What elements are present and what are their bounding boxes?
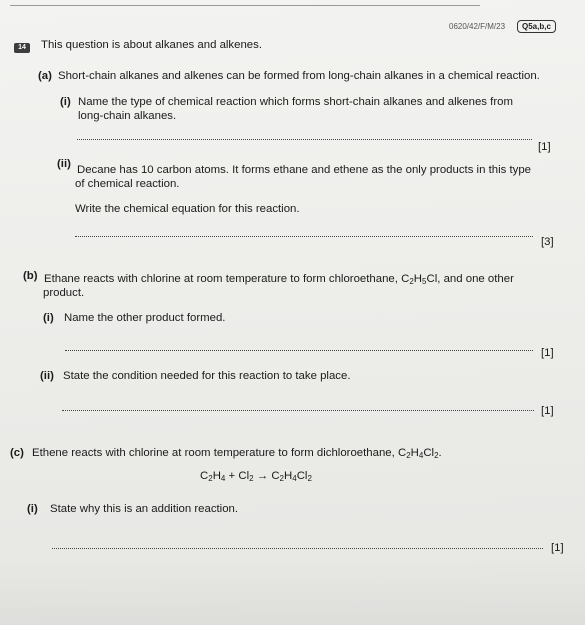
part-a-ii-line2: of chemical reaction. [75,178,180,190]
part-a-i-line2: long-chain alkanes. [78,110,177,122]
part-a-ii-label: (ii) [57,158,71,170]
answer-line-a-i[interactable] [77,139,532,140]
answer-line-a-ii[interactable] [75,236,533,237]
part-a-label: (a) [38,70,52,82]
top-rule [10,5,480,6]
reaction-equation: $C_2H_4 + Cl_2 \to C_2H_4Cl_2$ [200,470,312,483]
part-b-label: (b) [23,270,38,282]
part-c-line1: Ethene reacts with chlorine at room temperature to form dichloroethane, $C_2H_4Cl_2$. [32,447,442,460]
part-b-ii-text: State the condition needed for this reaction to take place. [63,370,351,382]
question-intro: This question is about alkanes and alkenes. [41,39,262,51]
part-a-ii-line1: Decane has 10 carbon atoms. It forms ethane and ethene as the only products in this type [77,164,532,176]
answer-line-b-ii[interactable] [62,410,534,411]
question-number-badge: 14 [14,43,30,53]
answer-line-c-i[interactable] [52,548,543,549]
part-a-i-label: (i) [60,96,71,108]
part-a-text: Short-chain alkanes and alkenes can be formed from long-chain alkanes in a chemical reaction. [58,70,540,82]
answer-line-b-i[interactable] [65,350,533,351]
mark-a-i: [1] [538,141,551,153]
part-b-i-label: (i) [43,312,54,324]
paper-reference: 0620/42/F/M/23 [449,22,506,31]
mark-c-i: [1] [551,542,564,554]
part-c-label: (c) [10,447,24,459]
mark-a-ii: [3] [541,236,554,248]
part-b-i-text: Name the other product formed. [64,312,226,324]
mark-b-ii: [1] [541,405,554,417]
page-shadow [0,560,585,625]
formula-dichloroethane: $C_2H_4Cl_2$ [397,447,439,460]
question-tag: Q5a,b,c [517,20,556,33]
part-b-line1: Ethane reacts with chlorine at room temperature to form chloroethane, $C_2H_5Cl$, and one other [44,273,514,286]
part-a-i-line1: Name the type of chemical reaction which forms short-chain alkanes and alkenes from [78,96,513,108]
part-c-i-text: State why this is an addition reaction. [50,503,239,515]
part-a-ii-line3: Write the chemical equation for this reaction. [75,203,300,215]
part-b-ii-label: (ii) [40,370,54,382]
formula-chloroethane: $C_2H_5Cl$ [401,273,438,286]
part-c-i-label: (i) [27,503,38,515]
mark-b-i: [1] [541,347,554,359]
part-b-line2: product. [43,287,85,299]
